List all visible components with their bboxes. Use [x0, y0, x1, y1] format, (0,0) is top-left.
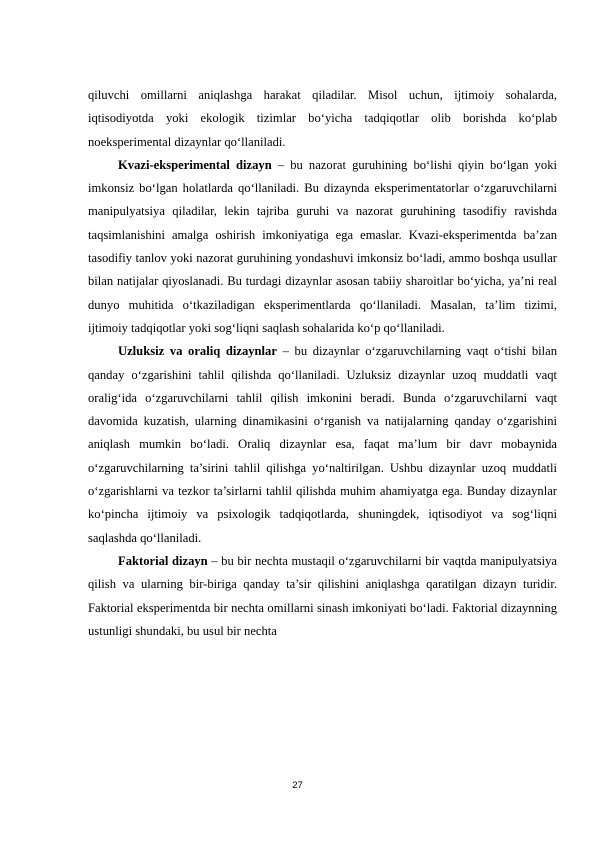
paragraph-continuation: [88, 84, 557, 154]
page-body: [88, 84, 557, 643]
term-uzluksiz-oraliq: Uzluksiz va oraliq dizaynlar: [118, 344, 277, 359]
paragraph-text: – bu nazorat guruhining bo‘lishi qiyin bo‘lgan yoki imkonsiz bo‘lgan holatlarda qo‘llaniladi. Bu dizaynda eksperimentatorlar o‘zgaruvchilarni manipulyatsiya qiladilar, lekin tajriba guruhi va nazorat guruhining tasodifiy ravishda taqsimlanishini amalga oshirish imkoniyatiga ega emaslar. Kvazi-eksperimentda ba’zan tasodifiy tanlov yoki nazorat guruhining yondashuvi imkonsiz bo‘ladi, ammo boshqa usullar bilan natijalar qiyoslanadi. Bu turdagi dizaynlar asosan tabiiy sharoitlar bo‘yicha, ya’ni real dunyo muhitida o‘tkaziladigan eksperimentlarda qo‘llaniladi. Masalan, ta’lim tizimi, ijtimoiy tadqiqotlar yoki sog‘liqni saqlash sohalarida ko‘p qo‘llaniladi.: [88, 157, 557, 335]
page-number: 27: [292, 780, 303, 791]
term-faktorial: Faktorial dizayn: [118, 553, 208, 568]
paragraph-uzluksiz-oraliq: [88, 340, 557, 550]
paragraph-text: – bu bir nechta mustaqil o‘zgaruvchilarni bir vaqtda manipulyatsiya qilish va ularning bir-biriga qanday ta’sir qilishini aniqlashga qaratilgan dizayn turidir. Faktorial eksperimentda bir nechta omillarni sinash imkoniyati bo‘ladi. Faktorial dizaynning ustunligi shundaki, bu usul bir nechta: [88, 553, 557, 638]
paragraph-kvazi-eksperimental: [88, 154, 557, 340]
paragraph-text: qiluvchi omillarni aniqlashga harakat qiladilar. Misol uchun, ijtimoiy sohalarda, iqtisodiyotda yoki ekologik tizimlar bo‘yicha tadqiqotlar olib borishda ko‘plab noeksperimental dizaynlar qo‘llaniladi.: [88, 88, 557, 149]
paragraph-text: – bu dizaynlar o‘zgaruvchilarning vaqt o‘tishi bilan qanday o‘zgarishini tahlil qilishda qo‘llaniladi. Uzluksiz dizaynlar uzoq muddatli vaqt oralig‘ida o‘zgaruvchilarni tahlil qilish imkonini beradi. Bunda o‘zgaruvchilarni vaqt davomida kuzatish, ularning dinamikasini o‘rganish va natijalarning qanday o‘zgarishini aniqlash mumkin bo‘ladi. Oraliq dizaynlar esa, faqat ma’lum bir davr mobaynida o‘zgaruvchilarning ta’sirini tahlil qilishga yo‘naltirilgan. Ushbu dizaynlar uzoq muddatli o‘zgarishlarni va tezkor ta’sirlarni tahlil qilishda muhim ahamiyatga ega. Bunday dizaynlar ko‘pincha ijtimoiy va psixologik tadqiqotlarda, shuningdek, iqtisodiyot va sog‘liqni saqlashda qo‘llaniladi.: [88, 344, 557, 545]
paragraph-faktorial: [88, 550, 557, 643]
term-kvazi-eksperimental: Kvazi-eksperimental dizayn: [118, 157, 272, 172]
